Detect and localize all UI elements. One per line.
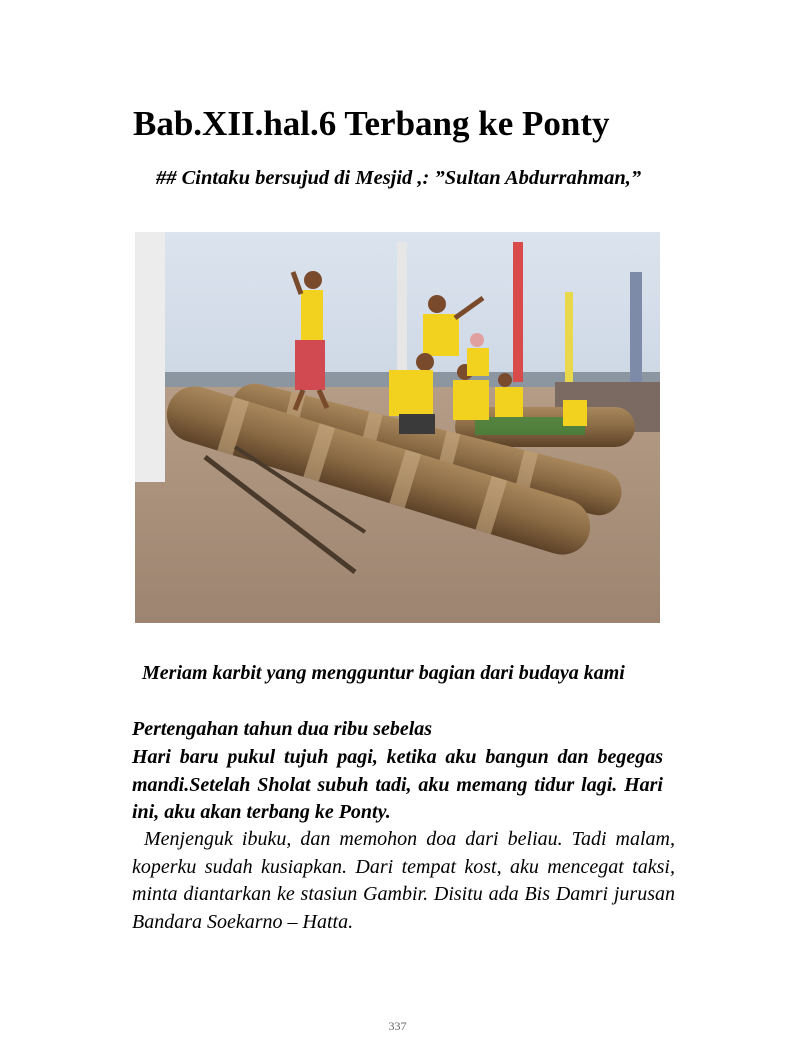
red-flag xyxy=(513,242,523,382)
yellow-flag xyxy=(565,292,573,382)
paragraph-morning: Hari baru pukul tujuh pagi, ketika aku bangun dan begegas mandi.Setelah Sholat subuh tadi, aku memang tidur lagi. Hari ini, aku akan terbang ke Ponty. xyxy=(132,746,663,823)
cannon-festival-photo xyxy=(135,232,660,623)
photo-caption: Meriam karbit yang mengguntur bagian dari budaya kami xyxy=(142,662,625,684)
photo-illustration xyxy=(135,232,660,623)
person-standing xyxy=(293,271,327,410)
page-number: 337 xyxy=(388,1019,407,1033)
chapter-subtitle: ## Cintaku bersujud di Mesjid ,: ”Sultan Abdurrahman,” xyxy=(156,167,642,189)
paragraph-journey: Menjenguk ibuku, dan memohon doa dari beliau. Tadi malam, koperku sudah kusiapkan. Dari tempat kost, aku mencegat taksi, minta diantarkan ke stasiun Gambir. Disitu ada Bis Damri jurusan Bandara Soekarno – Hatta. xyxy=(132,828,675,933)
blue-flag xyxy=(630,272,642,382)
banner-left xyxy=(135,232,165,482)
flag-pole-banner xyxy=(397,242,407,382)
chapter-title: Bab.XII.hal.6 Terbang ke Ponty xyxy=(133,104,610,143)
paragraph-date: Pertengahan tahun dua ribu sebelas xyxy=(132,718,433,740)
